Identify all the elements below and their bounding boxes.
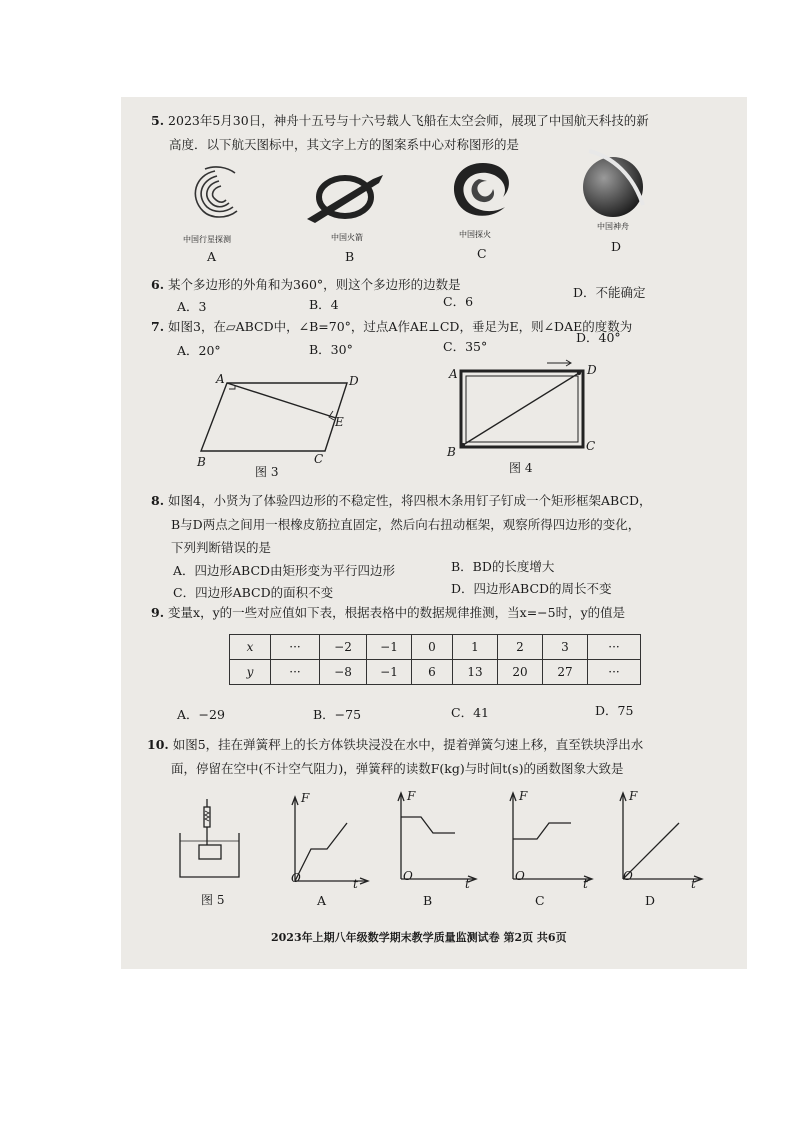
q9-stem: 9. 变量x，y的一些对应值如下表，根据表格中的数据规律推测，当x=−5时，y的值是 (151, 605, 626, 620)
q8-line3: 下列判断错误的是 (171, 540, 272, 555)
q10-line1: 10. 如图5，挂在弹簧秤上的长方体铁块浸没在水中，提着弹簧匀速上移，直至铁块浮出水 (147, 737, 644, 752)
option-9d: D．75 (595, 703, 634, 718)
figure-5-spring-scale-tank (177, 797, 245, 883)
q7-stem: 7. 如图3，在▱ABCD中，∠B=70°，过点A作AE⊥CD，垂足为E，则∠DAE的度数为 (151, 319, 633, 334)
option-5a: A (207, 249, 217, 264)
option-7c: C．35° (443, 339, 488, 354)
graph-c-y-label: F (519, 789, 528, 803)
option-8d: D．四边形ABCD的周长不变 (451, 581, 612, 596)
spiral-rings-icon (185, 163, 245, 223)
fig4-label-d: D (587, 363, 597, 377)
option-9c: C．41 (451, 705, 489, 720)
option-6b: B．4 (309, 297, 339, 312)
fig3-caption: 图 3 (255, 465, 279, 479)
fig4-label-a: A (449, 367, 458, 381)
fig3-label-d: D (349, 374, 359, 388)
option-10d: D (645, 893, 656, 908)
q8-line2: B与D两点之间用一根橡皮筋拉直固定，然后向右扭动框架，观察所得四边形的变化， (171, 517, 641, 532)
graph-a-x-label: t (353, 877, 358, 891)
option-5b: B (345, 249, 355, 264)
option-7d: D．40° (576, 330, 621, 345)
exam-page (121, 97, 747, 969)
page-footer: 2023年上期八年级数学期末教学质量监测试卷 第2页 共6页 (271, 931, 567, 944)
option-9b: B．−75 (313, 707, 362, 722)
logo-c-caption: 中国探火 (459, 230, 491, 239)
q5-line1: 5. 2023年5月30日，神舟十五号与十六号载人飞船在太空会师，展现了中国航天科技的新 (151, 113, 649, 128)
option-7a: A．20° (177, 343, 221, 358)
option-10c: C (535, 893, 545, 908)
fig3-label-c: C (314, 452, 324, 466)
xy-value-table (229, 634, 641, 685)
rocket-ring-icon (301, 167, 387, 227)
option-7b: B．30° (309, 342, 353, 357)
logo-d-caption: 中国神舟 (597, 222, 629, 231)
fig3-label-b: B (197, 455, 206, 469)
q8-line1: 8. 如图4，小贤为了体验四边形的不稳定性，将四根木条用钉子钉成一个矩形框架ABCD， (151, 493, 652, 508)
graph-b-y-label: F (407, 789, 416, 803)
fig4-label-c: C (586, 439, 596, 453)
graph-d-x-label: t (691, 877, 696, 891)
graph-a-y-label: F (301, 791, 310, 805)
fig4-caption: 图 4 (509, 461, 533, 475)
option-5c: C (477, 246, 487, 261)
graph-d-origin: O (623, 869, 633, 883)
option-8b: B．BD的长度增大 (451, 559, 555, 574)
option-10b: B (423, 893, 433, 908)
option-5d: D (611, 239, 622, 254)
q6-stem: 6. 某个多边形的外角和为360°，则这个多边形的边数是 (151, 277, 461, 292)
graph-c-x-label: t (583, 877, 588, 891)
fig3-label-a: A (216, 372, 225, 386)
fig4-label-b: B (447, 445, 456, 459)
figure-4-rectangle-frame (455, 359, 591, 455)
fig5-caption: 图 5 (201, 893, 225, 907)
option-6a: A．3 (177, 299, 207, 314)
graph-d-y-label: F (629, 789, 638, 803)
globe-arc-icon (573, 147, 653, 219)
q10-line2: 面，停留在空中(不计空气阻力)，弹簧秤的读数F(kg)与时间t(s)的函数图象大致是 (171, 761, 624, 776)
option-8a: A．四边形ABCD由矩形变为平行四边形 (173, 563, 396, 578)
option-9a: A．−29 (177, 707, 225, 722)
table-row: y ··· −8 −1 6 13 20 27 ··· (230, 660, 641, 685)
option-6d: D．不能确定 (573, 285, 646, 300)
graph-b-x-label: t (465, 877, 470, 891)
graph-c-origin: O (515, 869, 525, 883)
option-8c: C．四边形ABCD的面积不变 (173, 585, 334, 600)
fig3-label-e: E (335, 415, 344, 429)
q5-line2: 高度．以下航天图标中，其文字上方的图案系中心对称图形的是 (169, 137, 520, 152)
graph-a-origin: O (291, 871, 301, 885)
option-6c: C．6 (443, 294, 474, 309)
flame-swirl-icon (443, 157, 519, 223)
logo-a-caption: 中国行星探测 (183, 235, 231, 244)
table-row: x ··· −2 −1 0 1 2 3 ··· (230, 635, 641, 660)
graph-b-origin: O (403, 869, 413, 883)
logo-b-caption: 中国火箭 (331, 233, 363, 242)
option-10a: A (317, 893, 327, 908)
